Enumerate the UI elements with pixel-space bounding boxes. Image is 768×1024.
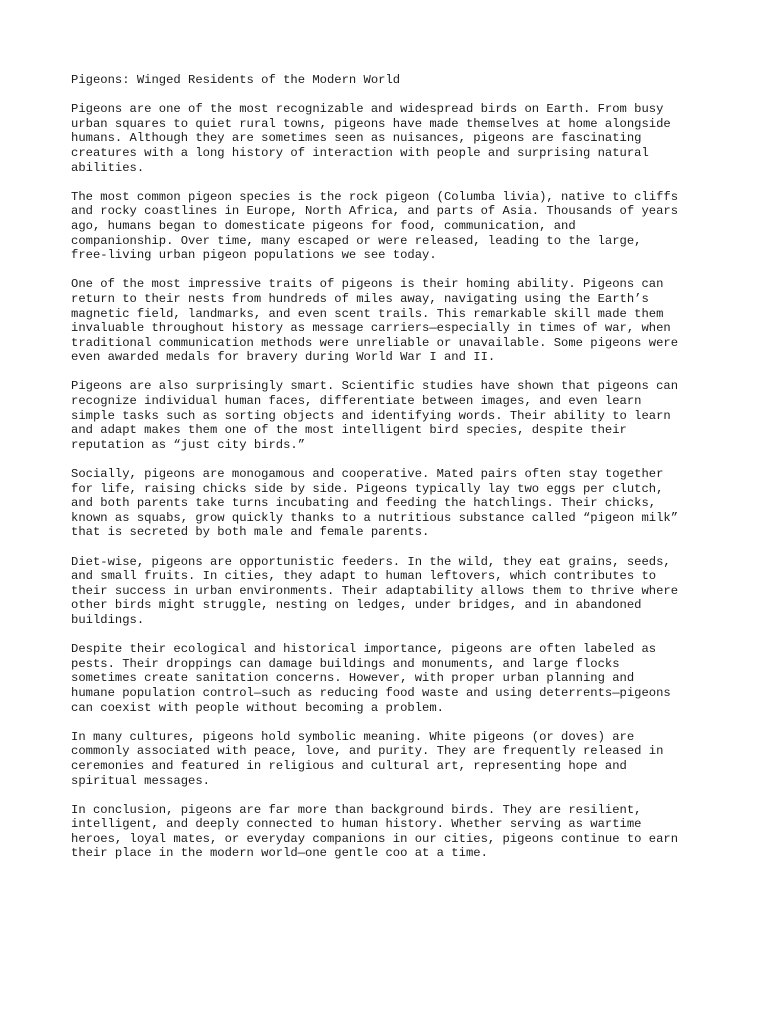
paragraph (71, 555, 711, 628)
paragraph-line: invaluable throughout history as message carriers—especially in times of war, when (71, 321, 671, 336)
paragraph-line: other birds might struggle, nesting on ledges, under bridges, and in abandoned (71, 598, 642, 613)
paragraph (71, 379, 711, 452)
paragraph-line: One of the most impressive traits of pigeons is their homing ability. Pigeons can (71, 277, 664, 292)
paragraph (71, 642, 711, 715)
paragraph-line: Despite their ecological and historical importance, pigeons are often labeled as (71, 642, 657, 657)
paragraph-line: and both parents take turns incubating and feeding the hatchlings. Their chicks, (71, 496, 657, 511)
paragraph (71, 102, 711, 175)
paragraph-line: traditional communication methods were unreliable or unavailable. Some pigeons were (71, 335, 679, 350)
paragraph-line: Socially, pigeons are monogamous and cooperative. Mated pairs often stay together (71, 467, 664, 482)
paragraph-line: humans. Although they are sometimes seen as nuisances, pigeons are fascinating (71, 131, 642, 146)
paragraph-line: their success in urban environments. Their adaptability allows them to thrive where (71, 583, 679, 598)
document-title: Pigeons: Winged Residents of the Modern World (71, 73, 401, 87)
paragraph-line: abilities. (71, 160, 145, 175)
paragraph (71, 803, 711, 861)
paragraph-line: pests. Their droppings can damage buildings and monuments, and large flocks (71, 656, 620, 671)
paragraph-line: magnetic field, landmarks, and even scent trails. This remarkable skill made them (71, 306, 664, 321)
paragraph-line: Pigeons are also surprisingly smart. Scientific studies have shown that pigeons can (71, 379, 679, 394)
paragraph-line: urban squares to quiet rural towns, pigeons have made themselves at home alongside (71, 116, 671, 131)
paragraph-line: humane population control—such as reducing food waste and using deterrents—pigeons (71, 685, 671, 700)
paragraph-line: sometimes create sanitation concerns. However, with proper urban planning and (71, 671, 635, 686)
paragraph-line: recognize individual human faces, differentiate between images, and even learn (71, 394, 642, 409)
paragraph-line: and small fruits. In cities, they adapt to human leftovers, which contributes to (71, 569, 657, 584)
paragraph-line: simple tasks such as sorting objects and identifying words. Their ability to learn (71, 408, 671, 423)
paragraph-line: their place in the modern world—one gentle coo at a time. (71, 846, 488, 861)
paragraph-line: commonly associated with peace, love, and purity. They are frequently released in (71, 744, 664, 759)
document-body (71, 102, 711, 861)
paragraph-line: and rocky coastlines in Europe, North Africa, and parts of Asia. Thousands of years (71, 204, 679, 219)
paragraph (71, 190, 711, 263)
paragraph-line: creatures with a long history of interaction with people and surprising natural (71, 145, 649, 160)
paragraph-line: spiritual messages. (71, 773, 210, 788)
paragraph-line: and adapt makes them one of the most intelligent bird species, despite their (71, 423, 627, 438)
paragraph-line: companionship. Over time, many escaped or were released, leading to the large, (71, 233, 642, 248)
paragraph-line: for life, raising chicks side by side. Pigeons typically lay two eggs per clutch, (71, 481, 664, 496)
paragraph (71, 277, 711, 365)
paragraph-line: ago, humans began to domesticate pigeons for food, communication, and (71, 218, 576, 233)
paragraph-line: return to their nests from hundreds of miles away, navigating using the Earth’s (71, 291, 649, 306)
paragraph-line: intelligent, and deeply connected to human history. Whether serving as wartime (71, 817, 642, 832)
paragraph-line: Diet-wise, pigeons are opportunistic feeders. In the wild, they eat grains, seeds, (71, 554, 671, 569)
paragraph-line: ceremonies and featured in religious and cultural art, representing hope and (71, 758, 627, 773)
paragraph-line: known as squabs, grow quickly thanks to a nutritious substance called “pigeon milk” (71, 510, 679, 525)
paragraph-line: even awarded medals for bravery during World War I and II. (71, 350, 496, 365)
paragraph-line: buildings. (71, 612, 145, 627)
paragraph-line: The most common pigeon species is the rock pigeon (Columba livia), native to cliffs (71, 189, 679, 204)
paragraph-line: free-living urban pigeon populations we see today. (71, 248, 437, 263)
document-page (71, 73, 711, 876)
paragraph-line: reputation as “just city birds.” (71, 437, 306, 452)
paragraph-line: can coexist with people without becoming a problem. (71, 700, 444, 715)
paragraph-line: heroes, loyal mates, or everyday companions in our cities, pigeons continue to earn (71, 831, 679, 846)
paragraph-line: Pigeons are one of the most recognizable and widespread birds on Earth. From busy (71, 102, 664, 117)
paragraph-line: In many cultures, pigeons hold symbolic meaning. White pigeons (or doves) are (71, 729, 635, 744)
paragraph-line: In conclusion, pigeons are far more than background birds. They are resilient, (71, 802, 642, 817)
paragraph (71, 730, 711, 788)
paragraph-line: that is secreted by both male and female parents. (71, 525, 430, 540)
paragraph (71, 467, 711, 540)
